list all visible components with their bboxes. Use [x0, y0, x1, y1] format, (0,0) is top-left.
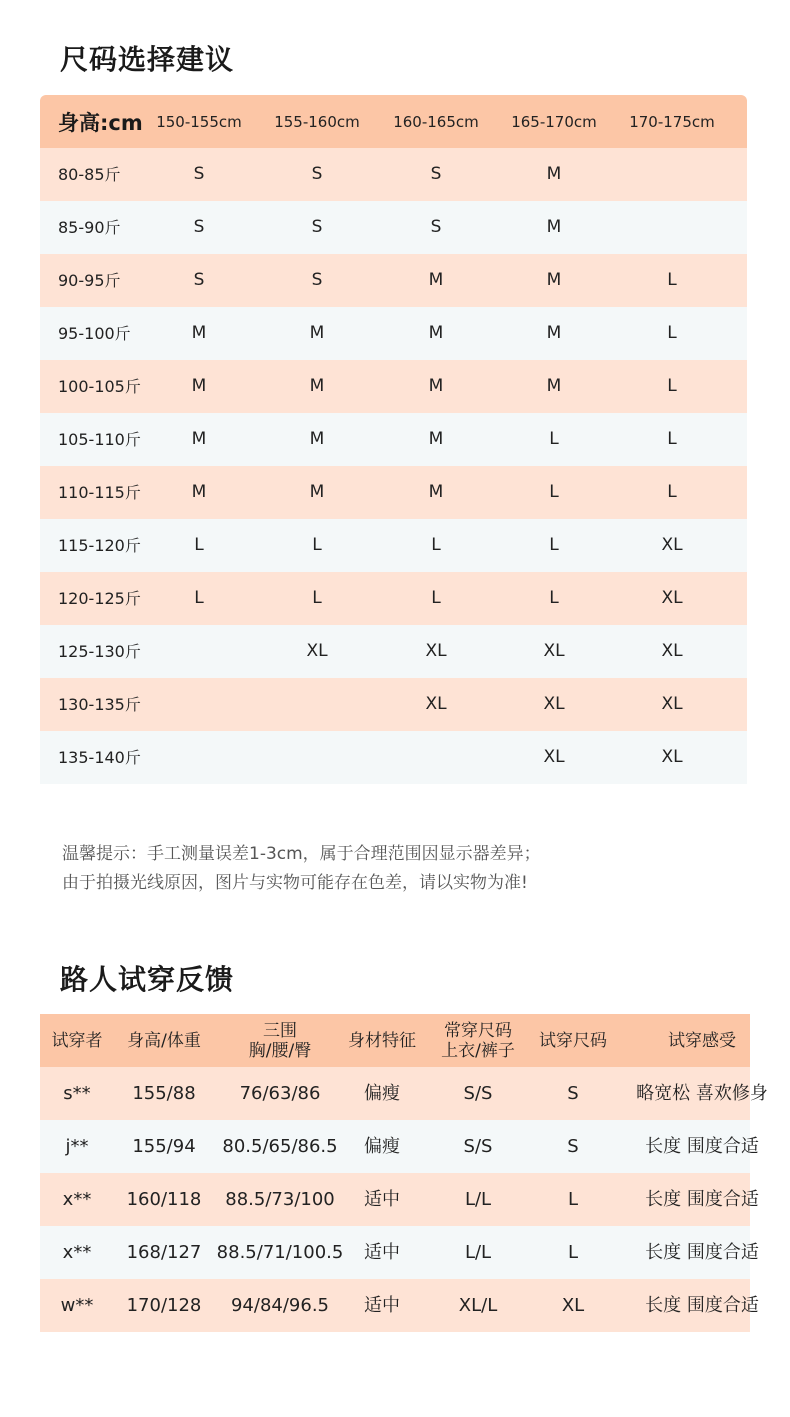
body-build: 适中 [364, 1242, 400, 1263]
height-weight: 170/128 [126, 1295, 202, 1316]
size-cell: XL [543, 694, 565, 714]
fit-column-header-line: 身高/体重 [127, 1030, 201, 1051]
size-cell: S [193, 217, 205, 237]
tester-name: x** [62, 1189, 92, 1210]
size-cell: M [546, 270, 562, 290]
size-cell: XL [661, 747, 683, 767]
fit-feeling: 略宽松 喜欢修身 [636, 1083, 768, 1104]
size-cell: M [309, 323, 325, 343]
body-build: 偏瘦 [364, 1083, 400, 1104]
size-row [40, 572, 747, 625]
size-row [40, 413, 747, 466]
size-cell: M [428, 429, 444, 449]
fit-column-header-line: 常穿尺码 [444, 1020, 512, 1041]
size-chart-table [40, 95, 747, 784]
height-header-label: 身高:cm [58, 110, 143, 135]
size-cell: L [431, 535, 441, 555]
size-cell: XL [425, 694, 447, 714]
size-cell: S [311, 164, 323, 184]
size-cell: M [191, 323, 207, 343]
size-cell: L [194, 535, 204, 555]
size-note [62, 840, 752, 898]
size-cell: XL [543, 747, 565, 767]
size-cell: S [430, 217, 442, 237]
size-cell: M [428, 482, 444, 502]
size-row [40, 360, 747, 413]
weight-label: 90-95斤 [58, 271, 121, 290]
fit-row [40, 1120, 759, 1173]
size-cell: M [428, 270, 444, 290]
size-cell: XL [661, 535, 683, 555]
usual-size: XL/L [458, 1295, 498, 1316]
weight-label: 135-140斤 [58, 748, 141, 767]
tried-size: S [567, 1136, 579, 1157]
body-build: 适中 [364, 1189, 400, 1210]
fit-column-header-line: 试穿感受 [668, 1030, 736, 1051]
size-cell: M [428, 323, 444, 343]
fit-feeling: 长度 围度合适 [645, 1295, 759, 1316]
fit-column-header-line: 胸/腰/臀 [248, 1040, 312, 1061]
body-measurements: 76/63/86 [239, 1083, 321, 1104]
weight-label: 125-130斤 [58, 642, 141, 661]
height-column-header: 150-155cm [156, 112, 242, 131]
body-measurements: 80.5/65/86.5 [222, 1136, 338, 1157]
fit-column-header-line: 试穿尺码 [539, 1030, 607, 1051]
tester-name: x** [62, 1242, 92, 1263]
size-cell: XL [543, 641, 565, 661]
height-weight: 155/94 [132, 1136, 196, 1157]
usual-size: S/S [463, 1136, 493, 1157]
fit-row [40, 1226, 759, 1279]
size-cell: M [546, 323, 562, 343]
fit-column-header-line: 上衣/裤子 [441, 1040, 515, 1061]
size-row [40, 519, 747, 572]
size-cell: M [546, 164, 562, 184]
size-row [40, 678, 747, 731]
fit-column-header [104, 1014, 224, 1067]
size-cell: XL [661, 694, 683, 714]
weight-label: 110-115斤 [58, 483, 141, 502]
size-cell: S [193, 270, 205, 290]
weight-label: 115-120斤 [58, 536, 141, 555]
height-column-header: 160-165cm [393, 112, 479, 131]
weight-label: 80-85斤 [58, 165, 121, 184]
weight-label: 85-90斤 [58, 218, 121, 237]
size-cell: L [667, 376, 677, 396]
fit-feeling: 长度 围度合适 [645, 1189, 759, 1210]
tester-name: s** [63, 1083, 91, 1104]
size-cell: L [549, 429, 559, 449]
body-build: 适中 [364, 1295, 400, 1316]
size-cell: M [309, 429, 325, 449]
weight-label: 120-125斤 [58, 589, 141, 608]
size-cell: L [667, 429, 677, 449]
body-measurements: 88.5/71/100.5 [216, 1242, 344, 1263]
note-line: 温馨提示：手工测量误差1-3cm，属于合理范围因显示器差异； [62, 844, 541, 864]
size-cell: M [309, 376, 325, 396]
fit-row [40, 1173, 759, 1226]
size-row [40, 466, 747, 519]
size-cell: S [311, 217, 323, 237]
size-cell: L [194, 588, 204, 608]
height-weight: 155/88 [132, 1083, 196, 1104]
height-column-header: 155-160cm [274, 112, 360, 131]
tried-size: XL [561, 1295, 585, 1316]
usual-size: S/S [463, 1083, 493, 1104]
height-column-header: 165-170cm [511, 112, 597, 131]
fit-row [40, 1067, 768, 1120]
size-row [40, 148, 747, 201]
size-cell: L [312, 588, 322, 608]
size-cell: M [191, 482, 207, 502]
weight-label: 95-100斤 [58, 324, 131, 343]
height-weight: 160/118 [126, 1189, 202, 1210]
size-row [40, 307, 747, 360]
size-cell: XL [425, 641, 447, 661]
size-cell: M [428, 376, 444, 396]
size-cell: S [311, 270, 323, 290]
size-row [40, 201, 747, 254]
tried-size: L [567, 1189, 579, 1210]
size-cell: M [191, 376, 207, 396]
weight-label: 130-135斤 [58, 695, 141, 714]
body-measurements: 88.5/73/100 [225, 1189, 335, 1210]
tried-size: L [567, 1242, 579, 1263]
size-cell: L [312, 535, 322, 555]
size-row [40, 254, 747, 307]
usual-size: L/L [464, 1189, 492, 1210]
size-cell: M [546, 217, 562, 237]
size-cell: L [667, 482, 677, 502]
size-cell: S [193, 164, 205, 184]
fit-column-header-line: 试穿者 [51, 1030, 103, 1051]
note-line: 由于拍摄光线原因，图片与实物可能存在色差，请以实物为准! [62, 873, 528, 893]
body-measurements: 94/84/96.5 [230, 1295, 329, 1316]
fit-column-header [642, 1014, 762, 1067]
size-cell: L [667, 323, 677, 343]
size-cell: XL [661, 641, 683, 661]
tester-name: j** [65, 1136, 89, 1157]
size-cell: M [546, 376, 562, 396]
size-cell: XL [306, 641, 328, 661]
size-cell: M [309, 482, 325, 502]
size-cell: S [430, 164, 442, 184]
usual-size: L/L [464, 1242, 492, 1263]
tester-name: w** [60, 1295, 94, 1316]
weight-label: 100-105斤 [58, 377, 141, 396]
fit-feedback-title: 路人试穿反馈 [60, 963, 235, 996]
height-column-header: 170-175cm [629, 112, 715, 131]
fit-row [40, 1279, 759, 1332]
size-cell: XL [661, 588, 683, 608]
tried-size: S [567, 1083, 579, 1104]
height-weight: 168/127 [126, 1242, 202, 1263]
size-chart-header [40, 95, 747, 148]
size-row [40, 731, 747, 784]
size-guide-title: 尺码选择建议 [60, 43, 235, 76]
fit-feedback-header [40, 1014, 750, 1067]
size-cell: L [549, 588, 559, 608]
size-cell: L [549, 482, 559, 502]
size-row [40, 625, 747, 678]
fit-feeling: 长度 围度合适 [645, 1242, 759, 1263]
weight-label: 105-110斤 [58, 430, 141, 449]
size-cell: L [667, 270, 677, 290]
size-cell: L [431, 588, 441, 608]
body-build: 偏瘦 [364, 1136, 400, 1157]
fit-column-header-line: 三围 [263, 1020, 297, 1041]
size-cell: M [191, 429, 207, 449]
fit-column-header-line: 身材特征 [348, 1030, 416, 1051]
fit-feeling: 长度 围度合适 [645, 1136, 759, 1157]
fit-feedback-table [40, 1014, 768, 1332]
size-cell: L [549, 535, 559, 555]
fit-column-header [513, 1014, 633, 1067]
